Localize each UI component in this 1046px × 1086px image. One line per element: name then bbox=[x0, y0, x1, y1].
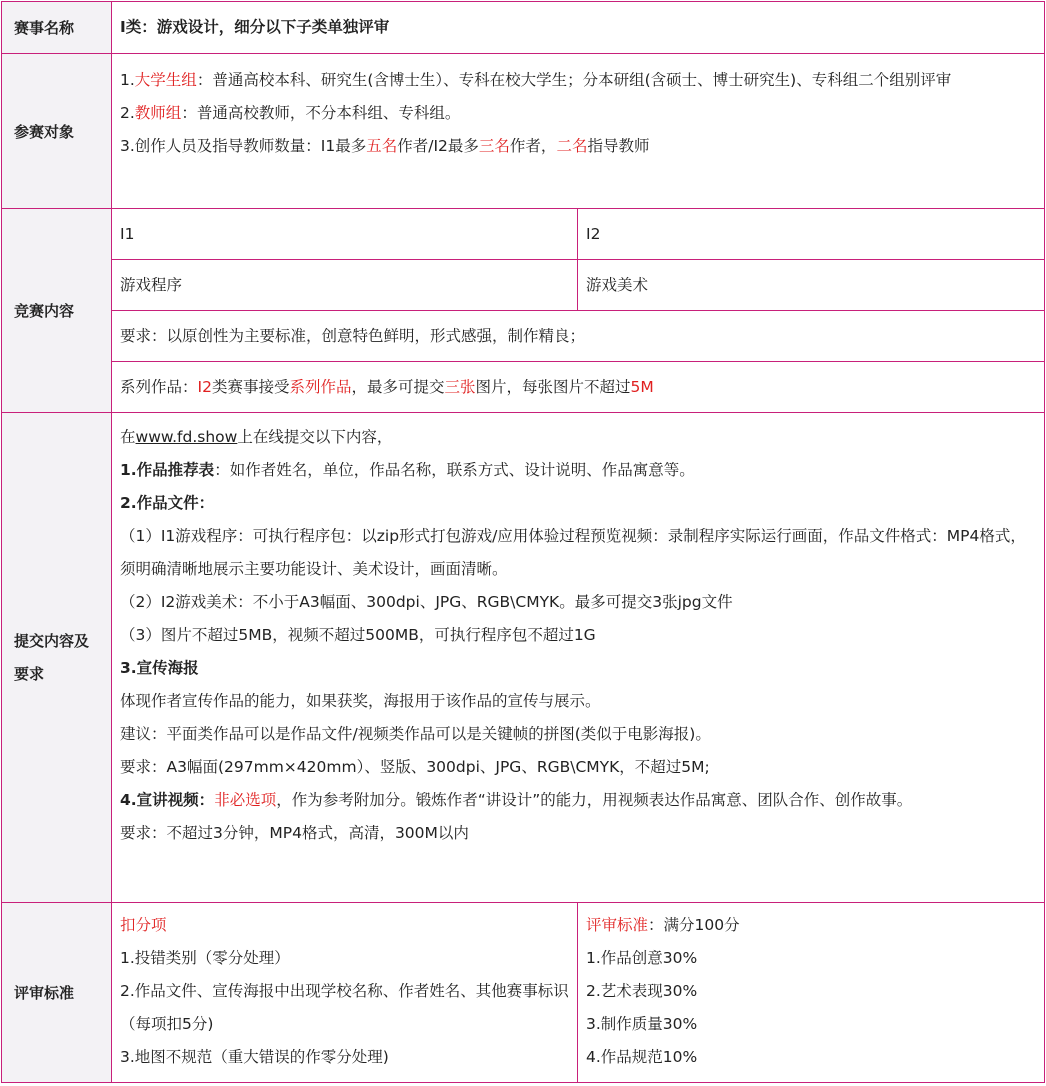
content-i2-type: 游戏美术 bbox=[578, 260, 1045, 311]
label-submission: 提交内容及要求 bbox=[2, 413, 112, 903]
label-participants: 参赛对象 bbox=[2, 54, 112, 209]
row-content-types bbox=[2, 260, 1045, 311]
student-group-highlight: 大学生组 bbox=[134, 71, 197, 89]
criteria-scoring: 评审标准：满分100分 1.作品创意30% 2.艺术表现30% 3.制作质量30% 4.作品规范10% bbox=[578, 903, 1045, 1083]
row-submission bbox=[2, 413, 1045, 903]
submission-value: 在www.fd.show上在线提交以下内容， 1.作品推荐表：如作者姓名，单位，作品名称，联系方式、设计说明、作品寓意等。 2.作品文件： （1）I1游戏程序：可执行程序包：以zip形式打包游戏/应用体验过程预览视频：录制程序实际运行画面，作品文件格式：MP4格式，须明确清晰地展示主要功能设计、美术设计，画面清晰。 （2）I2游戏美术：不小于A3幅面、300dpi、JPG、RGB\CMYK。最多可提交3张jpg文件 （3）图片不超过5MB，视频不超过500MB，可执行程序包不超过1G 3.宣传海报 体现作者宣传作品的能力，如果获奖，海报用于该作品的宣传与展示。 建议：平面类作品可以是作品文件/视频类作品可以是关键帧的拼图(类似于电影海报)。 要求：A3幅面(297mm×420mm）、竖版、300dpi、JPG、RGB\CMYK，不超过5M; 4.宣讲视频：非必选项，作为参考附加分。锻炼作者“讲设计”的能力，用视频表达作品寓意、团队合作、创作故事。 要求：不超过3分钟，MP4格式，高清，300M以内 bbox=[112, 413, 1045, 903]
participants-line-3: 3.创作人员及指导教师数量：I1最多五名作者/I2最多三名作者，二名指导教师 bbox=[120, 137, 650, 155]
content-i1-code: I1 bbox=[112, 209, 578, 260]
participants-value bbox=[112, 54, 1045, 209]
label-criteria: 评审标准 bbox=[2, 903, 112, 1083]
content-i2-code: I2 bbox=[578, 209, 1045, 260]
participants-line-1: 1.大学生组：普通高校本科、研究生(含博士生）、专科在校大学生；分本研组(含硕士、博士研究生)、专科组二个组别评审 bbox=[120, 71, 952, 89]
criteria-deductions: 扣分项 1.投错类别（零分处理） 2.作品文件、宣传海报中出现学校名称、作者姓名、其他赛事标识（每项扣5分) 3.地图不规范（重大错误的作零分处理) bbox=[112, 903, 578, 1083]
competition-table bbox=[1, 1, 1045, 1083]
fd-show-link[interactable]: www.fd.show bbox=[135, 428, 238, 446]
name-value: I类：游戏设计，细分以下子类单独评审 bbox=[112, 2, 1045, 54]
row-content-series bbox=[2, 362, 1045, 413]
content-i1-type: 游戏程序 bbox=[112, 260, 578, 311]
content-series: 系列作品：I2类赛事接受系列作品，最多可提交三张图片，每张图片不超过5M bbox=[112, 362, 1045, 413]
label-content: 竞赛内容 bbox=[2, 209, 112, 413]
row-content-codes bbox=[2, 209, 1045, 260]
row-content-requirement bbox=[2, 311, 1045, 362]
teacher-group-highlight: 教师组 bbox=[134, 104, 182, 122]
row-name bbox=[2, 2, 1045, 54]
content-requirement: 要求：以原创性为主要标准，创意特色鲜明，形式感强，制作精良； bbox=[112, 311, 1045, 362]
participants-line-2: 2.教师组：普通高校教师，不分本科组、专科组。 bbox=[120, 104, 461, 122]
row-criteria bbox=[2, 903, 1045, 1083]
row-participants bbox=[2, 54, 1045, 209]
optional-highlight: 非必选项 bbox=[214, 791, 277, 809]
label-name: 赛事名称 bbox=[2, 2, 112, 54]
